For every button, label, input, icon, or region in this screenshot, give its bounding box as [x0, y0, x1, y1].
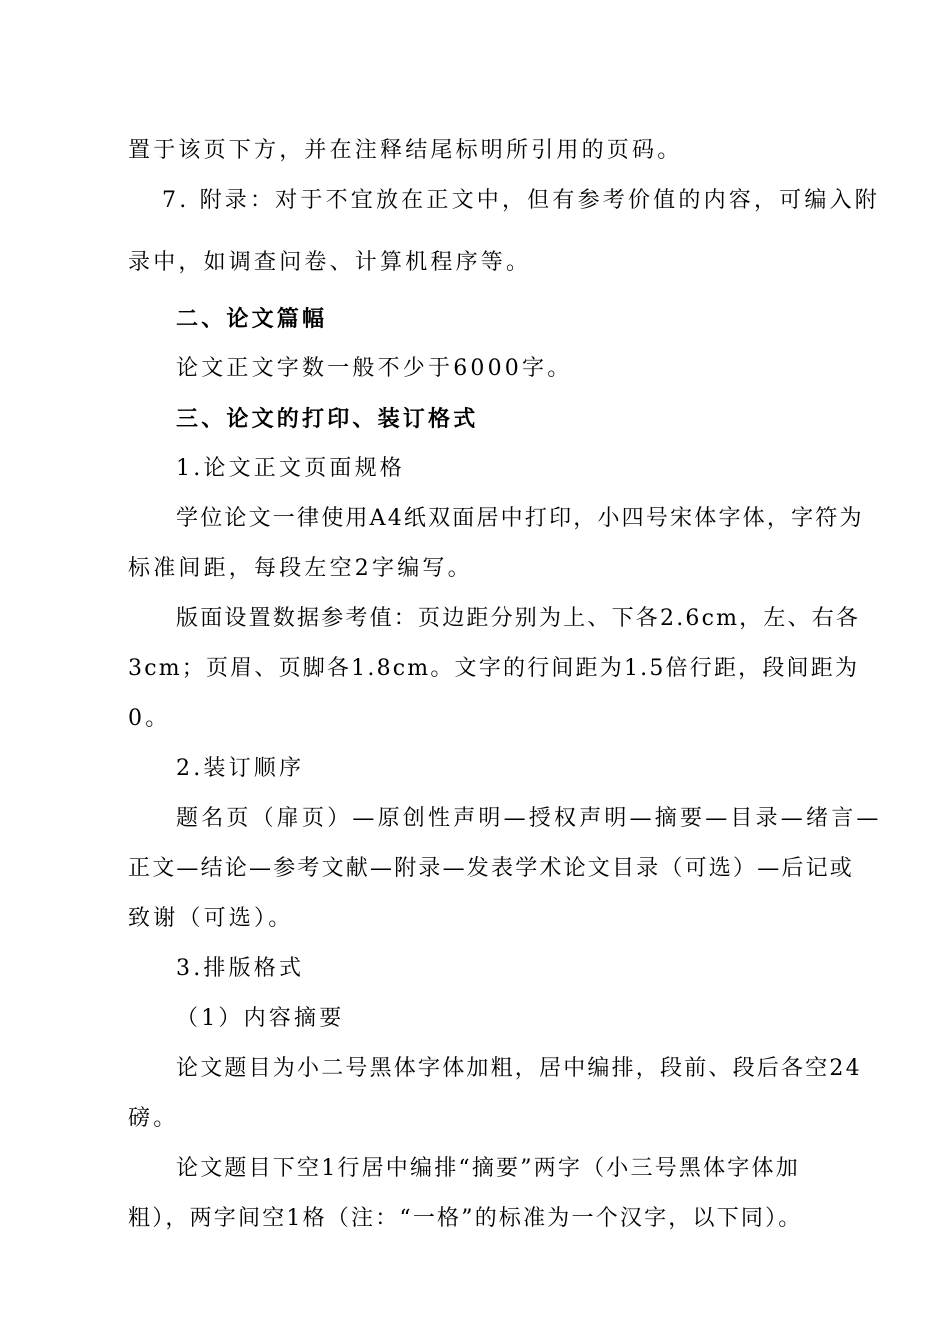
- subheading-layout-format: 3.排版格式: [176, 956, 305, 981]
- text-line-title-format-continued: 磅。: [128, 1106, 179, 1131]
- text-line-margin-settings-end: 0。: [128, 706, 171, 731]
- text-line-printing-rule: 学位论文一律使用A4纸双面居中打印，小四号宋体字体，字符为: [176, 506, 864, 531]
- text-line-word-count: 论文正文字数一般不少于6000字。: [176, 356, 573, 381]
- text-line-binding-order-end: 致谢（可选）。: [128, 906, 294, 931]
- text-line-appendix-continued: 录中，如调查问卷、计算机程序等。: [128, 250, 532, 275]
- text-line-title-format: 论文题目为小二号黑体字体加粗，居中编排，段前、段后各空24: [176, 1056, 862, 1081]
- subheading-binding-order: 2.装订顺序: [176, 756, 305, 781]
- text-line-printing-rule-continued: 标准间距，每段左空2字编写。: [128, 556, 473, 581]
- text-line-appendix-item: 7. 附录：对于不宜放在正文中，但有参考价值的内容，可编入附: [162, 188, 880, 213]
- text-line-footnote-placement: 置于该页下方，并在注释结尾标明所引用的页码。: [128, 138, 683, 163]
- text-line-binding-order-continued: 正文—结论—参考文献—附录—发表学术论文目录（可选）—后记或: [128, 856, 855, 881]
- text-line-abstract-heading-continued: 粗），两字间空1格（注：“一格”的标准为一个汉字，以下同）。: [128, 1206, 803, 1231]
- text-line-margin-settings: 版面设置数据参考值：页边距分别为上、下各2.6cm，左、右各: [176, 606, 861, 631]
- subheading-abstract: （1）内容摘要: [176, 1006, 345, 1031]
- section-heading-length: 二、论文篇幅: [176, 306, 328, 332]
- text-line-abstract-heading: 论文题目下空1行居中编排“摘要”两字（小三号黑体字体加: [176, 1156, 800, 1181]
- subheading-page-spec: 1.论文正文页面规格: [176, 456, 405, 481]
- section-heading-printing: 三、论文的打印、装订格式: [176, 406, 479, 432]
- text-line-binding-order: 题名页（扉页）—原创性声明—授权声明—摘要—目录—绪言—: [176, 806, 882, 831]
- text-line-margin-settings-continued: 3cm；页眉、页脚各1.8cm。文字的行间距为1.5倍行距，段间距为: [128, 656, 860, 681]
